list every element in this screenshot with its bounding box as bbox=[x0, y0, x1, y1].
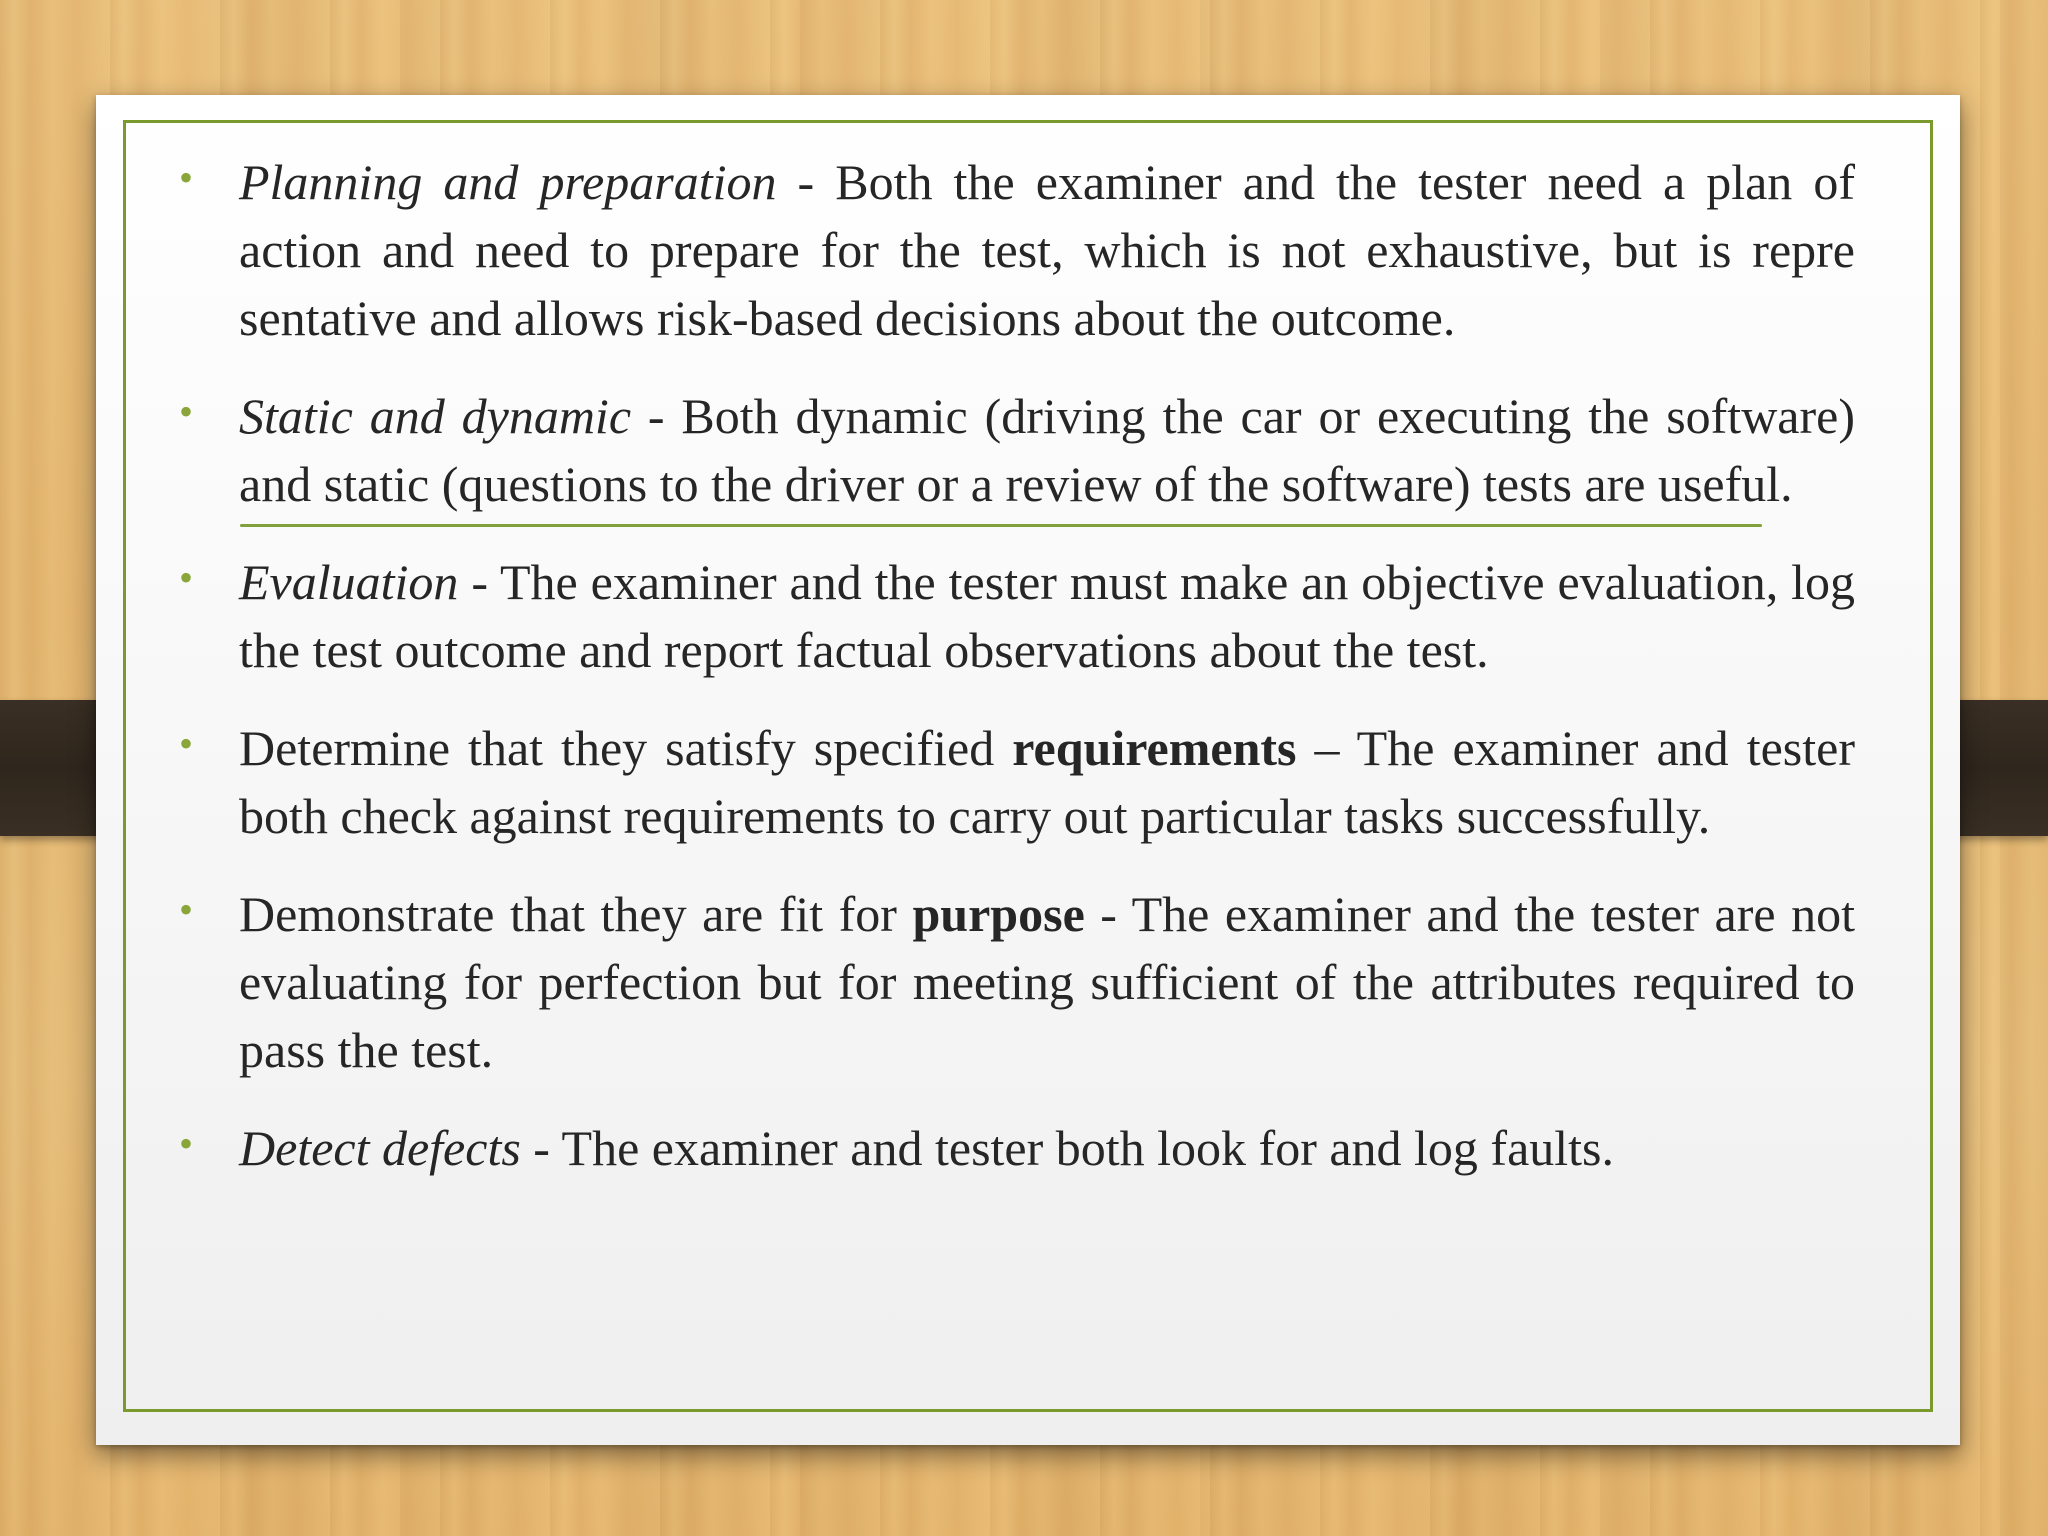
bullet-text: - Both dynamic (driving the car or executing the software) and static (questions to the driver or a review of the software) tests are useful. bbox=[239, 388, 1855, 512]
bullet-item-static-dynamic bbox=[175, 382, 1855, 518]
bullet-text: – The examiner and tester both check against requirements to carry out particular tasks successfully. bbox=[239, 720, 1855, 844]
bullet-item-requirements bbox=[175, 714, 1855, 850]
bullet-text: - The examiner and tester both look for and log faults. bbox=[520, 1120, 1615, 1176]
bullet-text: - Both the examiner and the tester need a plan of action and need to prepare for the test, which is not exhaustive, but is repre sentative and allows risk-based decisions about the outcome. bbox=[239, 154, 1855, 346]
bullet-item-evaluation bbox=[175, 548, 1855, 684]
bullet-item-detect-defects bbox=[175, 1114, 1855, 1182]
bullet-item-planning bbox=[175, 148, 1855, 352]
bullet-term: purpose bbox=[912, 886, 1085, 942]
annotation-underline bbox=[240, 524, 1762, 527]
bullet-item-purpose bbox=[175, 880, 1855, 1084]
bullet-term: Detect defects bbox=[239, 1120, 521, 1176]
bullet-dot-icon: • bbox=[179, 1121, 194, 1166]
bullet-dot-icon: • bbox=[179, 887, 194, 932]
bullet-term: Evaluation bbox=[239, 554, 459, 610]
bullet-term: requirements bbox=[1012, 720, 1297, 776]
bullet-dot-icon: • bbox=[179, 155, 194, 200]
bullet-dot-icon: • bbox=[179, 555, 194, 600]
bullet-dot-icon: • bbox=[179, 389, 194, 434]
bullet-term: Planning and preparation bbox=[239, 154, 777, 210]
bullet-lead: Determine that they satisfy specified bbox=[239, 720, 1013, 776]
bullet-lead: Demonstrate that they are fit for bbox=[239, 886, 913, 942]
bullet-term: Static and dynamic bbox=[239, 388, 632, 444]
bullet-list bbox=[175, 148, 1855, 1212]
bullet-dot-icon: • bbox=[179, 721, 194, 766]
bullet-text: - The examiner and the tester are not evaluating for perfection but for meeting sufficient of the attributes required to pass the test. bbox=[239, 886, 1855, 1078]
bullet-text: - The examiner and the tester must make an objective evaluation, log the test outcome and report factual observations about the test. bbox=[239, 554, 1855, 678]
